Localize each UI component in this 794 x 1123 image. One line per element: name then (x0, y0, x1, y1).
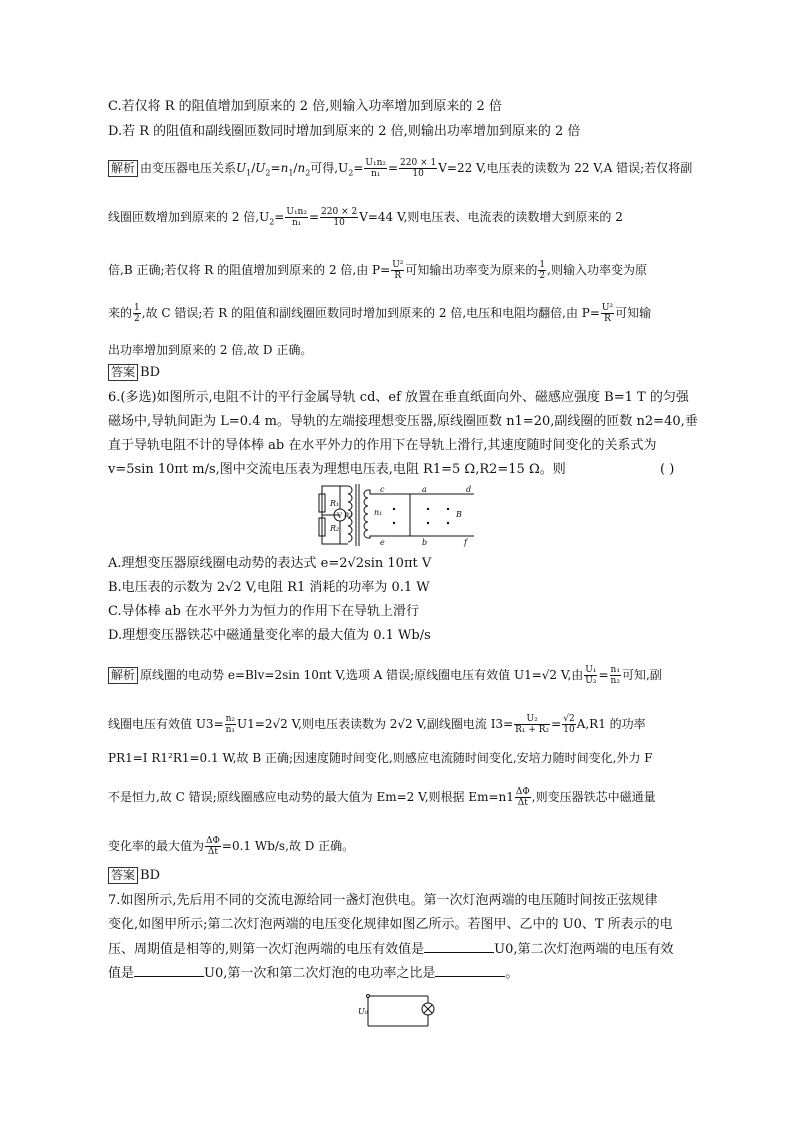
q6-solution-line-3: PR1=I R1²R1=0.1 W,故 B 正确;因速度随时间变化,则感应电流随时间变化,安培力随时间变化,外力 F (108, 751, 653, 765)
answer-blank-1[interactable] (424, 940, 494, 953)
q5-solution-line-4: 来的 $\frac{1}{2}$ ,故 C 错误;若 R 的阻值和副线圈匝数同时增加到原来的 2 倍,电压和电阻均翻倍,由 P= $\frac{\text{U²}}{R}$ 可知输 (108, 303, 652, 324)
q6-solution-line-1: 解析 原线圈的电动势 e=Blv=2sin 10πt V,选项 A 错误;原线圈电压有效值 U1=√2 V,由 $\frac{\text{U₁}}{\text{U₂}}$ = $\frac{\text{n₁}}{\text{n₂}}$ 可知,副 (108, 665, 662, 686)
label-b: b (422, 538, 428, 547)
label-n1: n₁ (374, 508, 383, 517)
label-b-field: B (456, 510, 462, 519)
q5-solution-line-5: 出功率增加到原来的 2 倍,故 D 正确。 (108, 343, 313, 357)
q7-stem-line-4: 值是 U0,第一次和第二次灯泡的电功率之比是 。 (108, 966, 519, 981)
label-r2: R₂ (330, 524, 340, 533)
answer-blank-3[interactable] (435, 964, 505, 977)
q6-option-b: B.电压表的示数为 2√2 V,电阻 R1 消耗的功率为 0.1 W (108, 580, 430, 595)
answer-tag: 答案 (108, 364, 138, 381)
q5-solution-line-3: 倍,B 正确;若仅将 R 的阻值增加到原来的 2 倍,由 P= $\frac{\text{U²}}{R}$ 可知输出功率变为原来的 $\frac{1}{2}$ ,则输入功率变为原 (108, 260, 647, 281)
q6-stem-line-4: v=5sin 10πt m/s,图中交流电压表为理想电压表,电阻 R1=5 Ω,R2=15 Ω。则 (108, 462, 566, 477)
q6-stem-line-1: 6.(多选)如图所示,电阻不计的平行金属导轨 cd、ef 放置在垂直纸面向外、磁感应强度 B=1 T 的匀强 (108, 390, 689, 405)
q5-option-c: C.若仅将 R 的阻值增加到原来的 2 倍,则输入功率增加到原来的 2 倍 (108, 99, 502, 114)
label-r1: R₁ (330, 499, 340, 508)
answer-value: BD (140, 868, 160, 883)
q7-stem-line-2: 变化,如图甲所示;第二次灯泡两端的电压变化规律如图乙所示。若图甲、乙中的 U0、T 所表示的电 (108, 917, 673, 932)
label-e: e (380, 538, 385, 547)
q6-option-a: A.理想变压器原线圈电动势的表达式 e=2√2sin 10πt V (108, 556, 432, 571)
q7-stem-line-1: 7.如图所示,先后用不同的交流电源给同一盏灯泡供电。第一次灯泡两端的电压随时间按正弦规律 (108, 893, 658, 908)
q6-option-c: C.导体棒 ab 在水平外力为恒力的作用下在导轨上滑行 (108, 604, 419, 619)
q6-solution-line-5: 变化率的最大值为 $\frac{\Delta\Phi}{\Delta t}$ =0.1 Wb/s,故 D 正确。 (108, 836, 355, 857)
q6-solution-line-2: 线圈电压有效值 U3= $\frac{\text{n₂}}{\text{n₁}}$ U1=2√2 V,则电压表读数为 2√2 V,副线圈电流 I3= $\frac{\text{U₂}}{\text{R₁ + R₂}}$ = $\frac{√2}{10}$ A,R1 的功率 (108, 714, 646, 735)
label-u0: U₀ (358, 1007, 368, 1016)
q5-option-d: D.若 R 的阻值和副线圈匝数同时增加到原来的 2 倍,则输出功率增加到原来的 2 倍 (108, 124, 581, 139)
label-v: V (337, 512, 343, 520)
label-c: c (380, 485, 385, 494)
q7-stem-line-3: 压、周期值是相等的,则第一次灯泡两端的电压有效值是 U0,第二次灯泡两端的电压有效 (108, 942, 674, 957)
solution-tag: 解析 (108, 667, 138, 684)
q5-solution-line-2: 线圈匝数增加到原来的 2 倍$,U_2=$ $\frac{\text{U₁n₂}}{\text{n₁}}$ = $\frac{220 \times 2}{10}$ V=44 V,则电压表、电流表的读数增大到原来的 2 (108, 207, 623, 228)
transformer-circuit-figure (318, 482, 478, 548)
label-a: a (422, 485, 427, 494)
q6-stem-line-3: 直于导轨电阻不计的导体棒 ab 在水平外力的作用下在导轨上滑行,其速度随时间变化的关系式为 (108, 438, 657, 453)
answer-tag: 答案 (108, 867, 138, 884)
answer-value: BD (140, 365, 160, 380)
q6-stem-line-2: 磁场中,导轨间距为 L=0.4 m。导轨的左端接理想变压器,原线圈匝数 n1=20,副线圈的匝数 n2=40,垂 (108, 414, 698, 429)
answer-blank-2[interactable] (134, 964, 204, 977)
label-n2: n₂ (344, 510, 353, 519)
lamp-circuit-figure (356, 992, 440, 1030)
q6-answer (108, 867, 160, 885)
q6-option-d: D.理想变压器铁芯中磁通量变化率的最大值为 0.1 Wb/s (108, 628, 431, 643)
q5-solution-line-1: 解析 由变压器电压关系$U_1/U_2=n_1/n_2$可得$,U_2=$ $\frac{\text{U₁n₂}}{\text{n₁}}$ = $\frac{220 \times 1}{10}$ V=22 V,电压表的读数为 22 V,A 错误;若仅将副 (108, 158, 692, 182)
solution-tag: 解析 (108, 160, 138, 177)
q5-answer (108, 364, 160, 382)
q6-solution-line-4: 不是恒力,故 C 错误;原线圈感应电动势的最大值为 Em=2 V,则根据 Em=n1 $\frac{\Delta\Phi}{\Delta t}$ ,则变压器铁芯中磁通量 (108, 787, 656, 808)
label-d: d (466, 485, 472, 494)
q6-answer-paren: ( ) (660, 462, 675, 477)
label-f: f (464, 538, 467, 547)
